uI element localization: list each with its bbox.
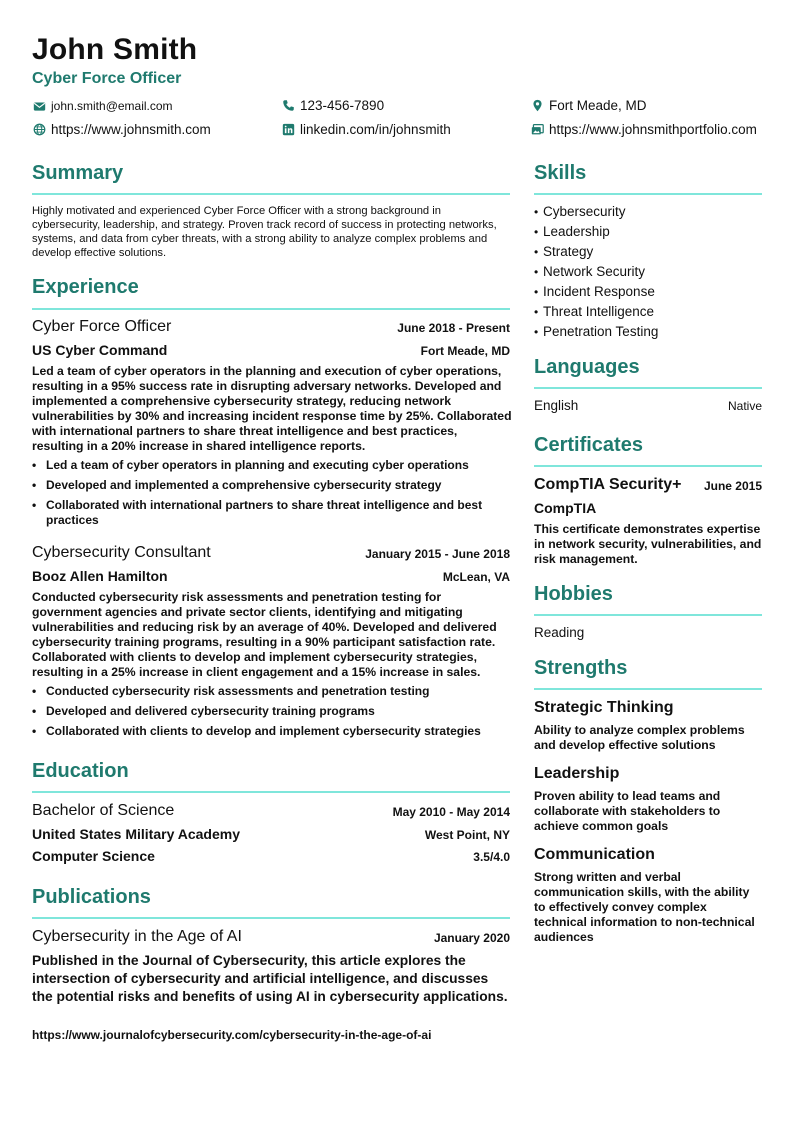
list-item: • Threat Intelligence <box>534 302 762 322</box>
certificate-issuer: CompTIA <box>534 500 597 516</box>
list-item: • Developed and implemented a comprehensive cybersecurity strategy <box>32 478 510 493</box>
certificates-heading: Certificates <box>534 434 643 456</box>
field-of-study: Computer Science <box>32 848 155 864</box>
skills-list <box>534 202 762 342</box>
school-name: United States Military Academy <box>32 826 240 842</box>
job-description: Led a team of cyber operators in the planning and execution of cyber operations, resulting in a 95% success rate in disrupting adversary networks. Developed and implemented a comprehensive cybersecurity strategy, reducing network vulnerabilities by 30% and increasing incident response time by 25%. Collaborated with international partners to share threat intelligence and best practices, resulting in a 20% increase in shared intelligence reports. <box>32 364 512 453</box>
gpa: 3.5/4.0 <box>473 850 510 864</box>
candidate-name: John Smith <box>32 33 198 66</box>
list-item: • Cybersecurity <box>534 202 762 222</box>
job-location: McLean, VA <box>442 570 510 584</box>
strengths-heading: Strengths <box>534 657 628 679</box>
language-level: Native <box>727 399 762 413</box>
summary-text: Highly motivated and experienced Cyber Force Officer with a strong background in cybersecurity, leadership, and strategy. Proven track record of success in protecting networks, systems, and data from cyber threats, with a strong ability to analyze complex problems and develop effective solutions. <box>32 205 497 259</box>
list-item: • Leadership <box>534 222 762 242</box>
location-text: Fort Meade, MD <box>549 98 647 113</box>
job-location: Fort Meade, MD <box>420 344 510 358</box>
strength-description: Ability to analyze complex problems and develop effective solutions <box>534 723 745 752</box>
education-dates: May 2010 - May 2014 <box>392 805 510 819</box>
linkedin-icon <box>281 123 295 137</box>
strength-title: Leadership <box>534 765 620 782</box>
degree-title: Bachelor of Science <box>32 802 175 819</box>
contact-website[interactable] <box>32 122 211 137</box>
list-item: • Network Security <box>534 262 762 282</box>
phone-text: 123-456-7890 <box>300 98 385 113</box>
skills-divider <box>534 193 762 195</box>
certificate-date: June 2015 <box>703 479 762 493</box>
certificate-name: CompTIA Security+ <box>534 476 682 493</box>
languages-divider <box>534 387 762 389</box>
strength-title: Strategic Thinking <box>534 699 674 716</box>
education-divider <box>32 791 510 793</box>
email-text: john.smith@email.com <box>51 99 173 113</box>
email-icon <box>32 99 46 113</box>
publication-title: Cybersecurity in the Age of AI <box>32 928 242 945</box>
experience-divider <box>32 308 510 310</box>
portfolio-icon <box>530 123 544 137</box>
job-company: Booz Allen Hamilton <box>32 568 168 584</box>
summary-divider <box>32 193 510 195</box>
job-dates: June 2018 - Present <box>397 321 510 335</box>
job-bullet-list <box>32 458 510 533</box>
candidate-title: Cyber Force Officer <box>32 70 182 87</box>
location-pin-icon <box>530 99 544 113</box>
list-item: • Developed and delivered cybersecurity training programs <box>32 704 510 719</box>
contact-linkedin[interactable] <box>281 122 451 137</box>
summary-heading: Summary <box>32 162 124 184</box>
experience-heading: Experience <box>32 276 139 298</box>
job-title: Cyber Force Officer <box>32 318 172 335</box>
skills-heading: Skills <box>534 162 587 184</box>
job-dates: January 2015 - June 2018 <box>365 547 510 561</box>
hobbies-divider <box>534 614 762 616</box>
contact-location <box>530 98 647 113</box>
strength-title: Communication <box>534 846 655 863</box>
website-text: https://www.johnsmith.com <box>51 122 211 137</box>
education-heading: Education <box>32 760 129 782</box>
list-item: • Penetration Testing <box>534 322 762 342</box>
phone-icon <box>281 99 295 113</box>
contact-portfolio[interactable] <box>530 122 757 137</box>
contact-phone[interactable] <box>281 98 384 113</box>
strengths-divider <box>534 688 762 690</box>
publication-date: January 2020 <box>433 931 510 945</box>
job-bullet-list <box>32 684 510 744</box>
language-name: English <box>534 398 579 413</box>
certificates-divider <box>534 465 762 467</box>
strength-description: Proven ability to lead teams and collaborate with stakeholders to achieve common goals <box>534 789 721 833</box>
list-item: • Led a team of cyber operators in planning and executing cyber operations <box>32 458 510 473</box>
job-company: US Cyber Command <box>32 342 168 358</box>
list-item: • Collaborated with international partners to share threat intelligence and best practices <box>32 498 510 528</box>
hobbies-heading: Hobbies <box>534 583 613 605</box>
portfolio-text: https://www.johnsmithportfolio.com <box>549 122 757 137</box>
job-title: Cybersecurity Consultant <box>32 544 211 561</box>
publication-link[interactable]: https://www.journalofcybersecurity.com/cybersecurity-in-the-age-of-ai <box>32 1028 432 1042</box>
strength-description: Strong written and verbal communication skills, with the ability to effectively convey complex technical information to non-technical audiences <box>534 870 755 944</box>
contact-email[interactable] <box>32 99 173 113</box>
publications-divider <box>32 917 510 919</box>
list-item: • Collaborated with clients to develop and implement cybersecurity strategies <box>32 724 510 739</box>
hobby-item: Reading <box>534 625 585 640</box>
publications-heading: Publications <box>32 886 151 908</box>
job-description: Conducted cybersecurity risk assessments and penetration testing for government agencies and private sector clients, identifying and mitigating vulnerabilities and reducing risk by an average of 40%. Developed and delivered cybersecurity training programs, resulting in a 90% participant satisfaction rate. Collaborated with clients to develop and implement cybersecurity strategies, resulting in a 25% increase in client engagement and a 15% increase in sales. <box>32 590 497 679</box>
list-item: • Strategy <box>534 242 762 262</box>
list-item: • Incident Response <box>534 282 762 302</box>
list-item: • Conducted cybersecurity risk assessments and penetration testing <box>32 684 510 699</box>
certificate-description: This certificate demonstrates expertise in network security, vulnerabilities, and risk management. <box>534 522 762 566</box>
school-location: West Point, NY <box>424 828 510 842</box>
publication-description: Published in the Journal of Cybersecurity, this article explores the intersection of cybersecurity and artificial intelligence, and discusses the potential risks and benefits of using AI in cybersecurity applications. <box>32 953 508 1004</box>
globe-icon <box>32 123 46 137</box>
linkedin-text: linkedin.com/in/johnsmith <box>300 122 451 137</box>
languages-heading: Languages <box>534 356 640 378</box>
